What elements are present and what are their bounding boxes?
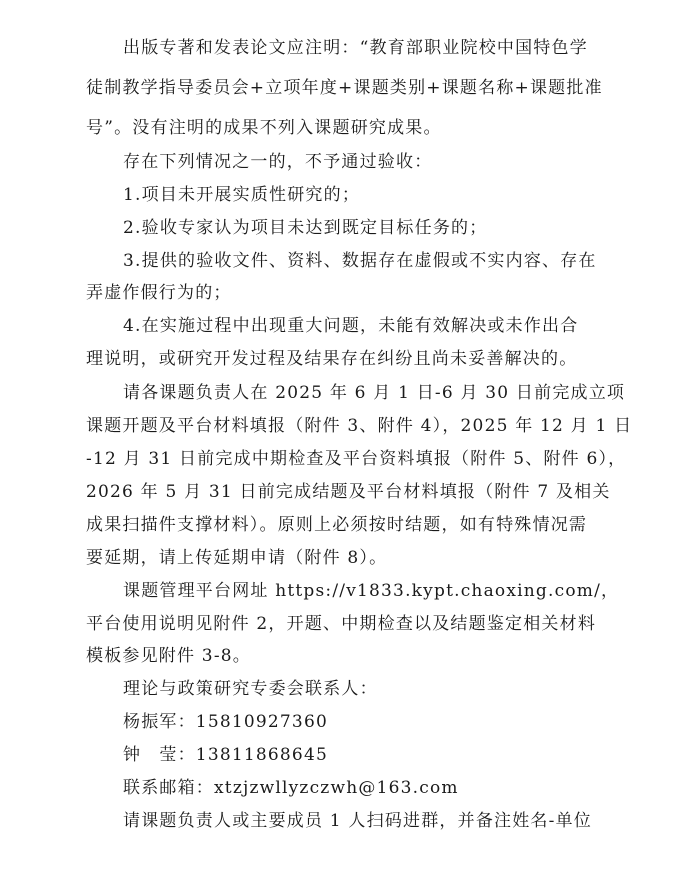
contact-person-1: 杨振军：15810927360 (123, 712, 328, 732)
paragraph-platform-line-1: 课题管理平台网址 https://v1833.kypt.chaoxing.com/， (123, 581, 620, 601)
paragraph-platform-line-2: 平台使用说明见附件 2，开题、中期检查以及结题鉴定相关材料 (86, 614, 597, 634)
list-item-3-line-2: 弄虚作假行为的； (86, 283, 232, 303)
paragraph-schedule-line-2: 课题开题及平台材料填报（附件 3、附件 4），2025 年 12 月 1 日 (86, 416, 633, 436)
paragraph-publication-note-line-1: 出版专著和发表论文应注明：“教育部职业院校中国特色学 (123, 38, 588, 58)
paragraph-schedule-line-1: 请各课题负责人在 2025 年 6 月 1 日-6 月 30 日前完成立项 (123, 383, 626, 403)
list-item-1: 1.项目未开展实质性研究的； (123, 185, 361, 205)
list-item-3-line-1: 3.提供的验收文件、资料、数据存在虚假或不实内容、存在 (123, 251, 597, 271)
list-item-4-line-1: 4.在实施过程中出现重大问题，未能有效解决或未作出合 (123, 316, 579, 336)
contact-person-2: 钟 莹：13811868645 (123, 745, 328, 765)
paragraph-schedule-line-5: 成果扫描件支撑材料）。原则上必须按时结题，如有特殊情况需 (86, 515, 588, 535)
paragraph-rejection-heading: 存在下列情况之一的，不予通过验收： (123, 152, 433, 172)
paragraph-schedule-line-6: 要延期，请上传延期申请（附件 8）。 (86, 548, 388, 568)
list-item-2: 2.验收专家认为项目未达到既定目标任务的； (123, 218, 488, 238)
paragraph-publication-note-line-3: 号”。没有注明的成果不列入课题研究成果。 (86, 118, 442, 138)
paragraph-platform-line-3: 模板参见附件 3-8。 (86, 646, 251, 666)
paragraph-qr-instruction-line-1: 请课题负责人或主要成员 1 人扫码进群，并备注姓名-单位 (123, 811, 592, 831)
paragraph-schedule-line-3: -12 月 31 日前完成中期检查及平台资料填报（附件 5、附件 6）， (86, 449, 627, 469)
list-item-4-line-2: 理说明，或研究开发过程及结果存在纠纷且尚未妥善解决的。 (86, 349, 578, 369)
paragraph-schedule-line-4: 2026 年 5 月 31 日前完成结题及平台材料填报（附件 7 及相关 (86, 482, 611, 502)
contact-email: 联系邮箱：xtzjzwllyzczwh@163.com (123, 778, 459, 798)
paragraph-publication-note-line-2: 徒制教学指导委员会+立项年度+课题类别+课题名称+课题批准 (86, 78, 603, 98)
contacts-heading: 理论与政策研究专委会联系人： (123, 679, 378, 699)
